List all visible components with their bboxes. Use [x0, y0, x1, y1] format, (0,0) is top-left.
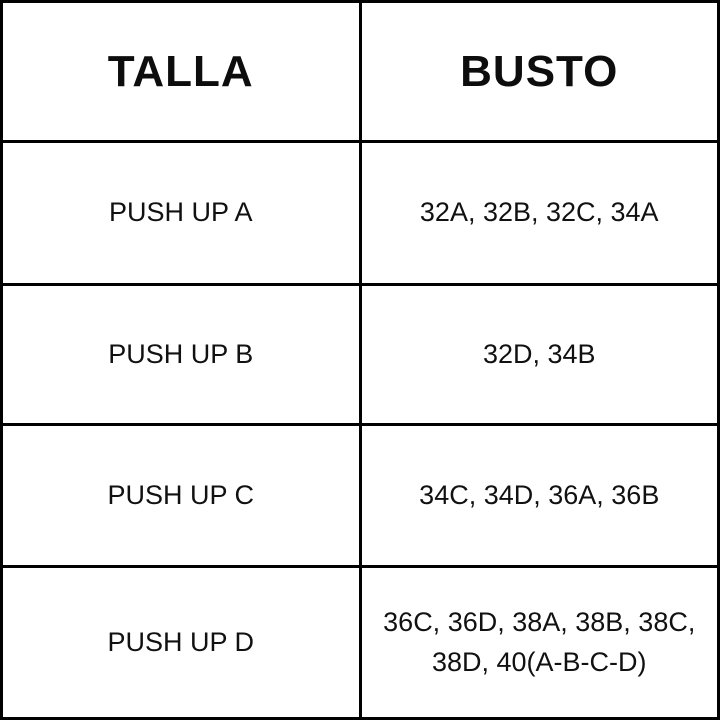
- size-name-cell: PUSH UP D: [3, 568, 359, 717]
- bust-values-cell: 32D, 34B: [362, 286, 718, 423]
- size-name-cell: PUSH UP A: [3, 143, 359, 283]
- bust-values-cell: 36C, 36D, 38A, 38B, 38C, 38D, 40(A-B-C-D): [362, 568, 718, 717]
- bust-values-cell: 32A, 32B, 32C, 34A: [362, 143, 718, 283]
- header-cell-busto: BUSTO: [362, 3, 718, 140]
- bust-values-cell: 34C, 34D, 36A, 36B: [362, 426, 718, 565]
- size-name-cell: PUSH UP B: [3, 286, 359, 423]
- header-cell-talla: TALLA: [3, 3, 359, 140]
- size-name-cell: PUSH UP C: [3, 426, 359, 565]
